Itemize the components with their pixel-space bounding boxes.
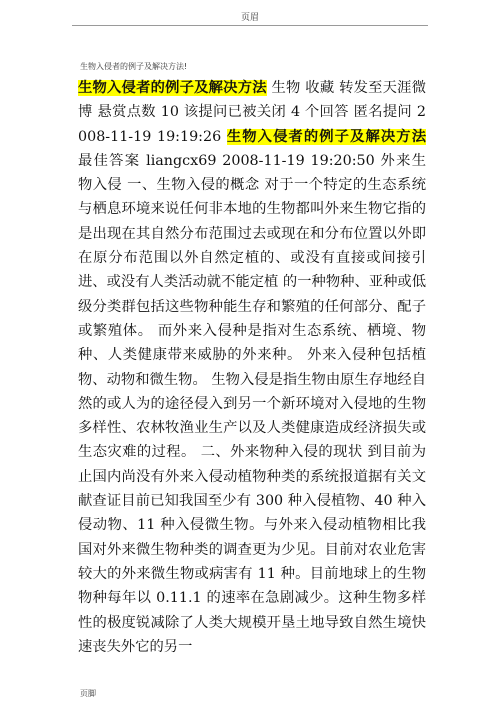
document-small-title: 生物入侵者的例子及解决方法!: [80, 62, 188, 71]
page-header-label: 页眉: [240, 13, 259, 23]
page-header: [72, 0, 428, 26]
page-footer: [80, 688, 96, 699]
page-footer-label: 页脚: [80, 689, 96, 698]
highlighted-title: 生物入侵者的例子及解决方法: [78, 80, 267, 96]
question-meta: 生物 收藏 转发至天涯微博 悬赏点数 10 该提问已被关闭 4 个回答 匿名提问 2008-11-19 19:19:26: [78, 80, 426, 145]
answer-text: 最佳答案 liangcx69 2008-11-19 19:20:50 外来生物入侵 一、生物入侵的概念 对于一个特定的生态系统与栖息环境来说任何非本地的生物都叫外来生物它指的是出现在其自然分布范围过去或现在和分布位置以外即在原分布范围以外自然定植的、或没有直接或间接引进、或没有人类活动就不能定植 的一种物种、亚种或低级分类群包括这些物种能生存和繁殖的任何部分、配子或繁殖体。 而外来入侵种是指对生态系统、栖境、物种、人类健康带来威胁的外来种。 外来入侵种包括植物、动物和微生物。 生物入侵是指生物由原生存地经自然的或人为的途径侵入到另一个新环境对入侵地的生物多样性、农林牧渔业生产以及人类健康造成经济损失或生态灾难的过程。 二、外来物种入侵的现状 到目前为止国内尚没有外来入侵动植物种类的系统报道据有关文献查证目前已知我国至少有 300 种入侵植物、40 种入侵动物、11 种入侵微生物。与外来入侵动植物相比我国对外来微生物种类的调查更为少见。目前对农业危害较大的外来微生物或病害有 11 种。目前地球上的生物物种每年以 0.11.1 的速率在急剧减少。这种生物多样性的极度锐减除了人类大规模开垦土地导致自然生境快速丧失外它的另一: [78, 152, 426, 655]
highlighted-title-repeat: 生物入侵者的例子及解决方法: [226, 128, 427, 145]
document-body: [78, 76, 426, 659]
